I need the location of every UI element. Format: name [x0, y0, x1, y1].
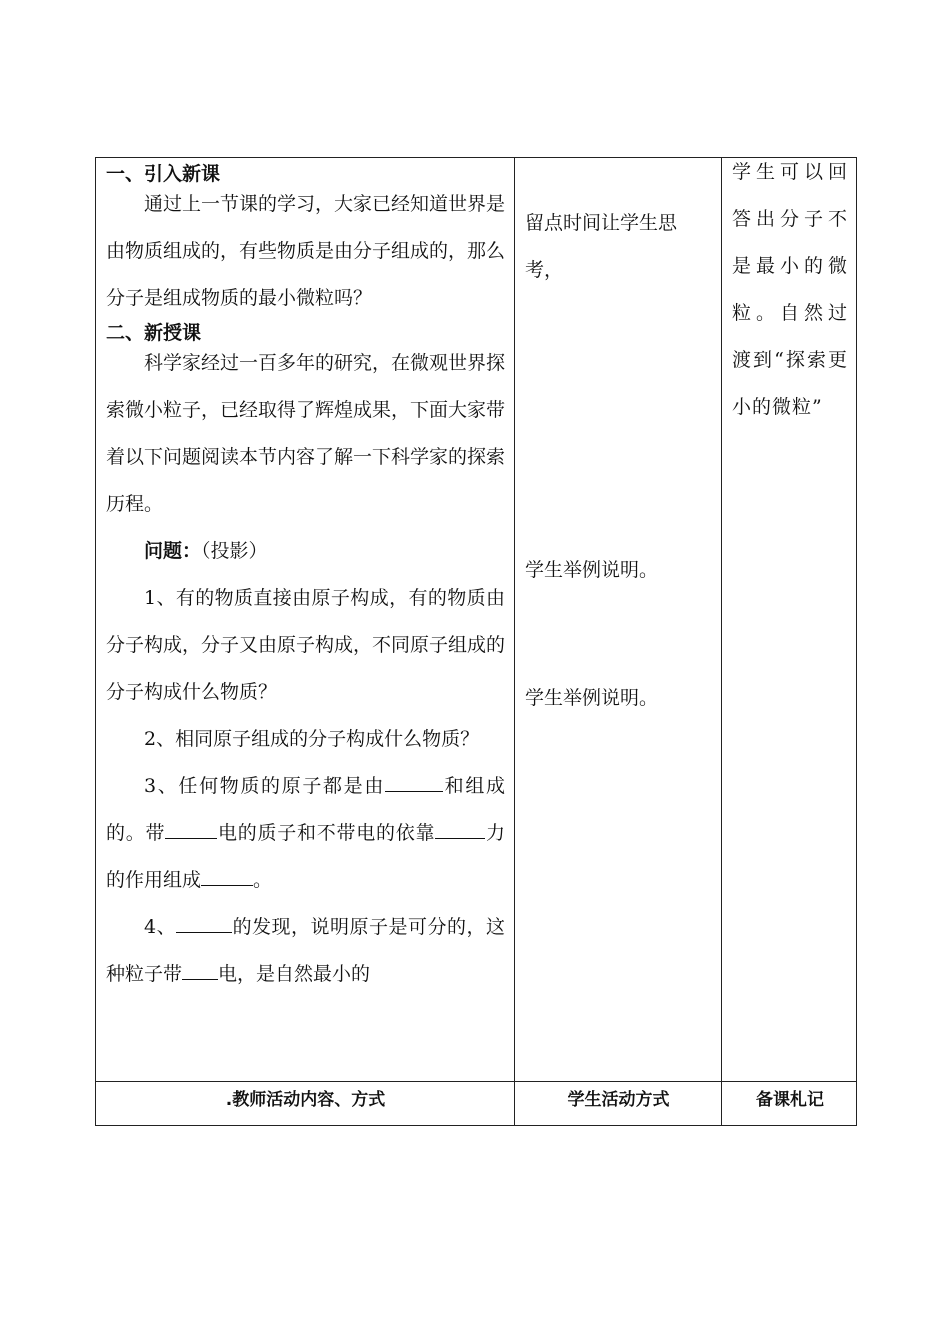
remarks-text: 学生可以回答出分子不是最小的微粒。自然过渡到“探索更小的微粒” [732, 161, 848, 418]
student-activity-cell [515, 158, 722, 1081]
section-intro-heading: 一、引入新课 [106, 163, 221, 185]
question-header [106, 528, 505, 575]
teacher-activity-cell [96, 158, 515, 1081]
fill-blank [201, 866, 253, 886]
question-3 [106, 763, 505, 904]
section-new-lesson-text: 科学家经过一百多年的研究，在微观世界探索微小粒子，已经取得了辉煌成果，下面大家带着以下问题阅读本节内容了解一下科学家的探索历程。 [106, 352, 506, 515]
footer-student-label: 学生活动方式 [567, 1090, 670, 1110]
fill-blank [176, 913, 232, 933]
question-label: 问题： [144, 540, 202, 562]
question-3-part-g: 。 [253, 869, 273, 891]
lesson-table [95, 157, 857, 1126]
question-4-part-b: 的发现，说明原子是可分的，这种粒子带 [106, 916, 505, 985]
fill-blank [182, 960, 218, 980]
question-2: 2、相同原子组成的分子构成什么物质？ [144, 728, 480, 750]
question-note: （投影） [201, 540, 268, 562]
question-4-part-a: 4、 [144, 916, 177, 938]
student-note-example-2: 学生举例说明。 [525, 687, 659, 709]
fill-blank [435, 819, 485, 839]
question-3-part-b: 和 [443, 775, 466, 797]
question-3-part-f: 力的作用组成 [106, 822, 505, 891]
footer-remarks-label: 备课札记 [756, 1090, 824, 1110]
section-new-lesson-heading: 二、新授课 [106, 322, 202, 344]
footer-teacher-label: .教师活动内容、方式 [225, 1090, 386, 1110]
question-3-part-d: 电的质子和不带电的 [217, 822, 396, 844]
question-4 [106, 904, 505, 998]
question-3-part-e: 依靠 [395, 822, 436, 844]
question-3-part-c: 组成的。带 [106, 775, 505, 844]
student-note-think: 留点时间让学生思考， [525, 212, 678, 281]
fill-blank [165, 819, 217, 839]
question-3-part-a: 3、任何物质的原子都是由 [144, 775, 385, 797]
section-intro-text: 通过上一节课的学习，大家已经知道世界是由物质组成的，有些物质是由分子组成的，那么分子是组成物质的最小微粒吗？ [106, 193, 506, 309]
question-4-part-c: 电，是自然最小的 [218, 963, 371, 985]
remarks-cell [722, 158, 858, 1081]
fill-blank [385, 772, 443, 792]
question-1: 1、有的物质直接由原子构成，有的物质由分子构成，分子又由原子构成，不同原子组成的分子构成什么物质？ [106, 587, 506, 703]
student-note-example-1: 学生举例说明。 [525, 559, 659, 581]
